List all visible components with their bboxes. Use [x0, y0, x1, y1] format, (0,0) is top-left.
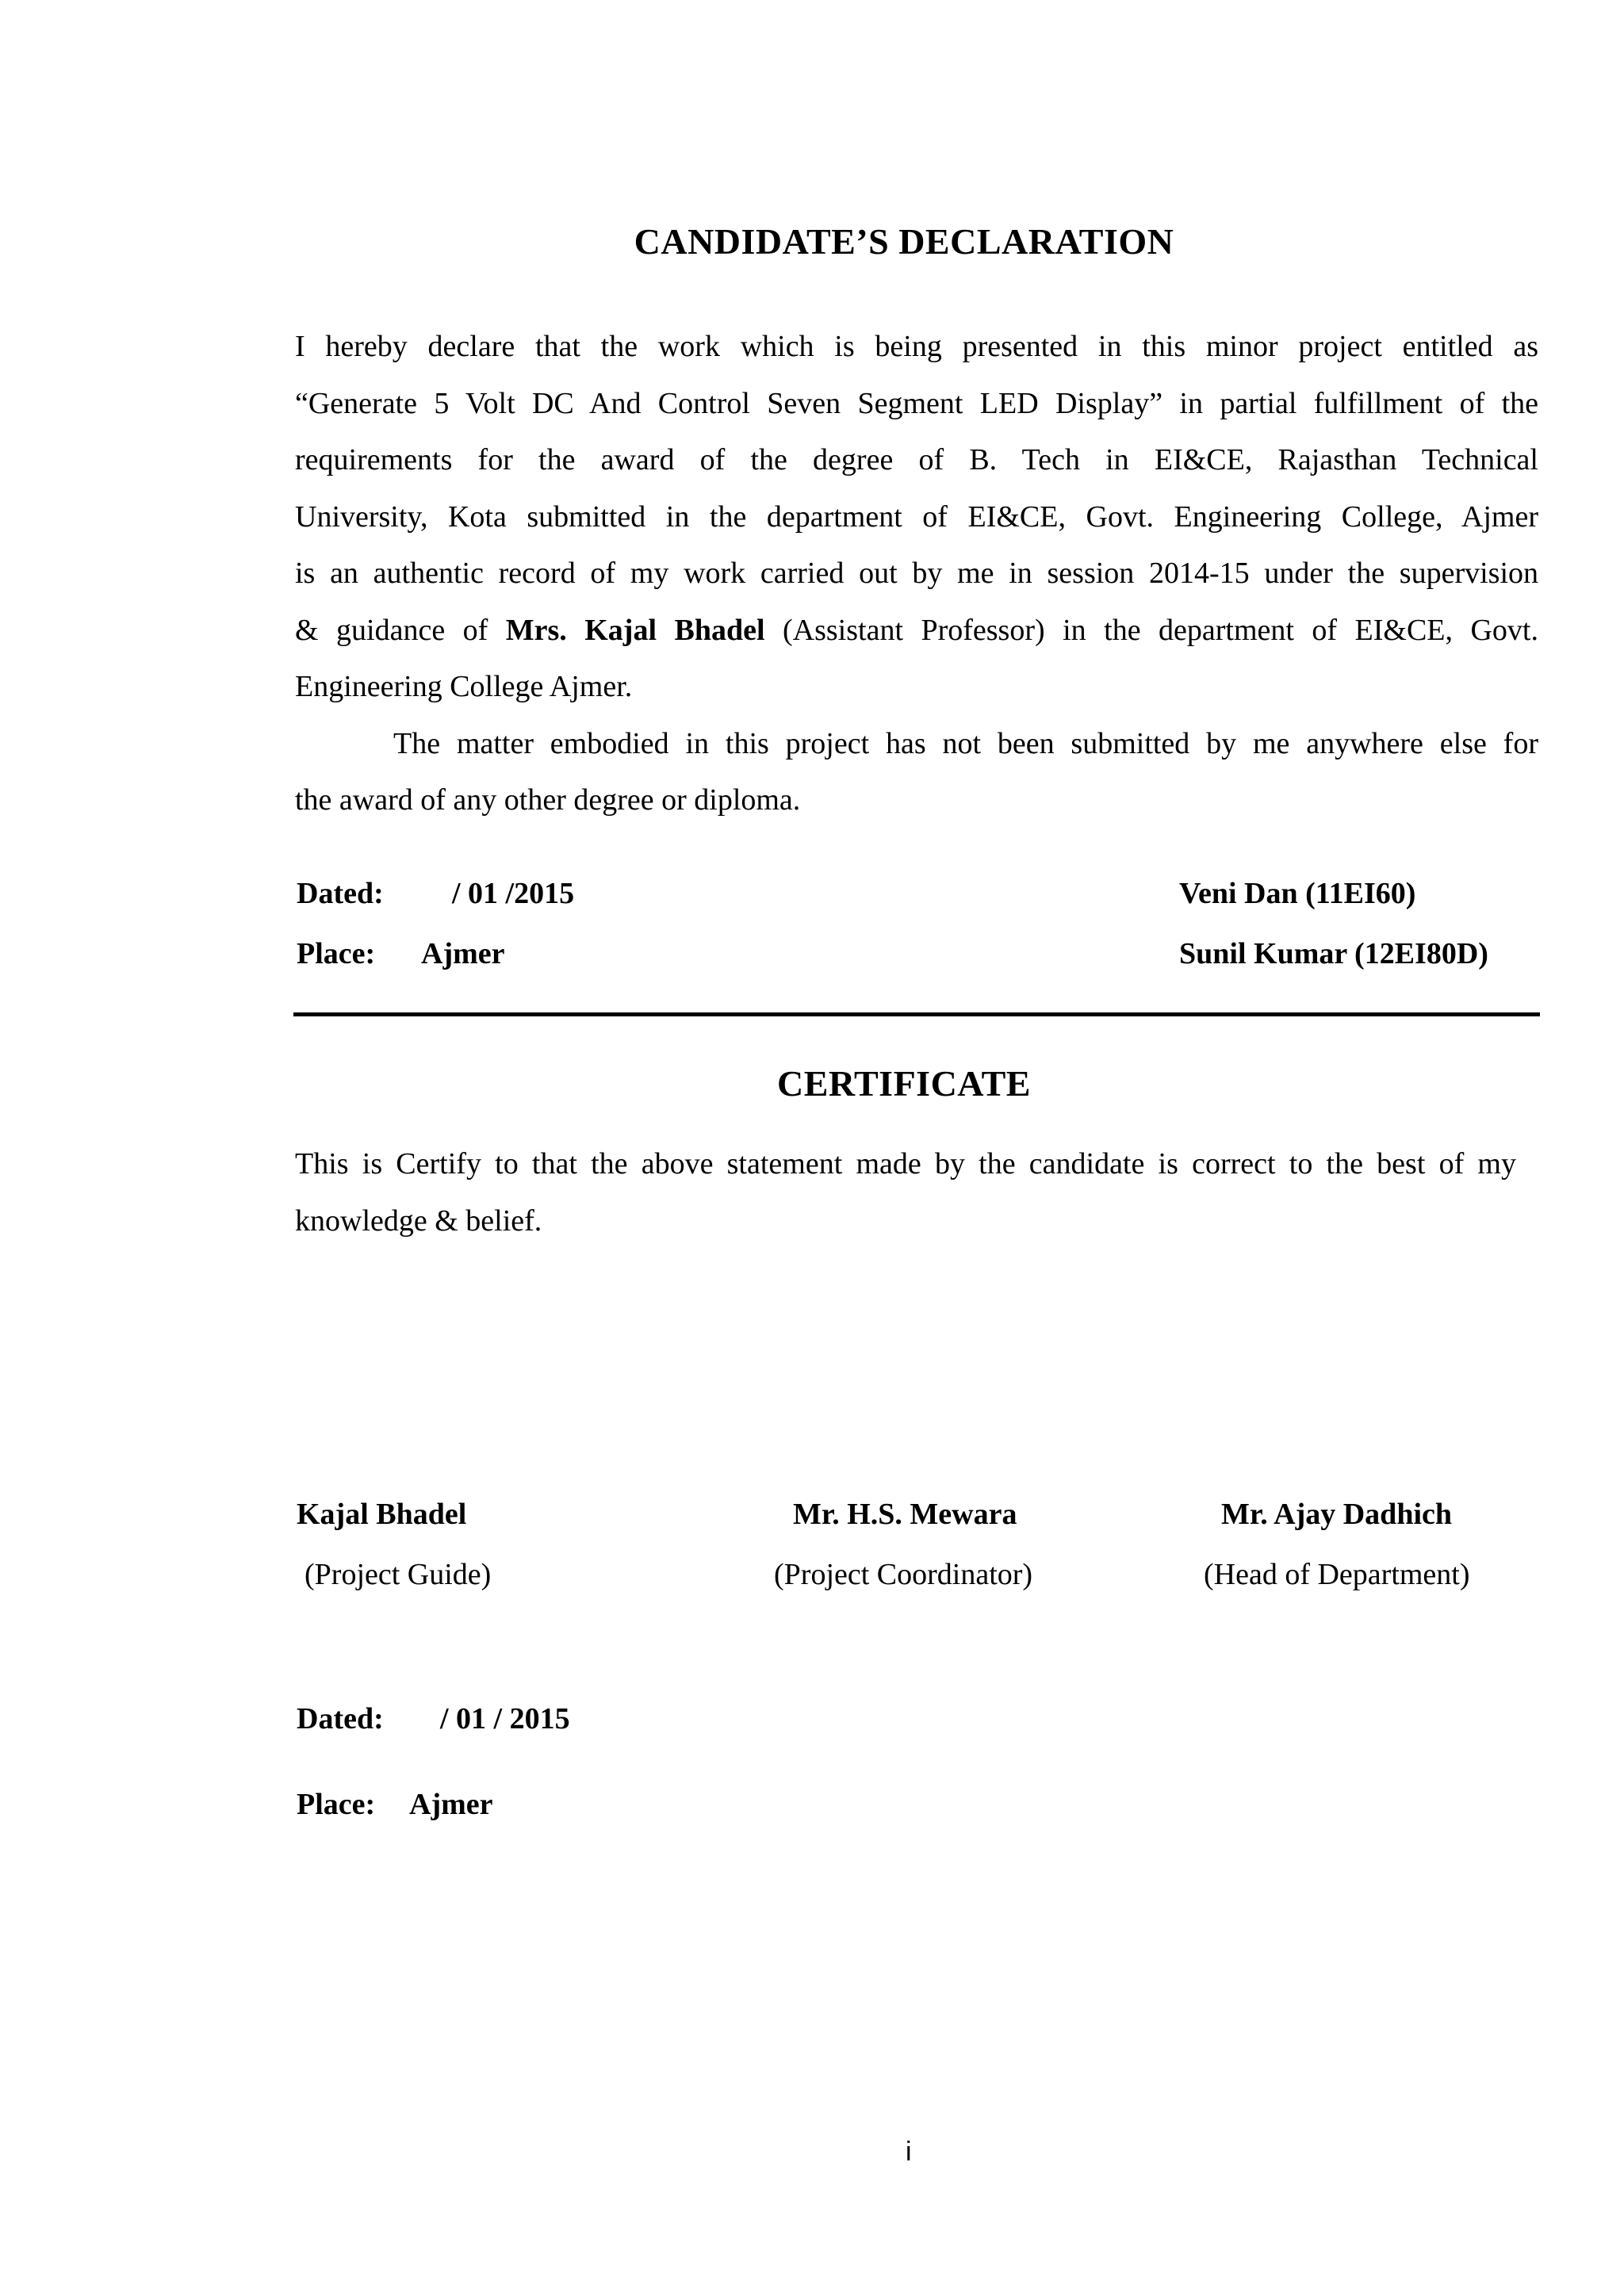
- declaration-para2-line-2: the award of any other degree or diploma.: [295, 783, 801, 817]
- certificate-place-value: Ajmer: [409, 1788, 493, 1821]
- declaration-dated-value: / 01 /2015: [452, 877, 575, 910]
- signatory-2-name: Mr. H.S. Mewara: [793, 1498, 1017, 1531]
- signatory-1-name: Kajal Bhadel: [297, 1498, 467, 1531]
- declaration-place-value: Ajmer: [421, 937, 505, 970]
- section-divider: [293, 1012, 1540, 1016]
- declaration-line-4: University, Kota submitted in the department of EI&CE, Govt. Engineering College, Ajmer: [295, 499, 1538, 534]
- page-number: i: [906, 2137, 912, 2167]
- certificate-dated-label: Dated:: [297, 1702, 384, 1735]
- certificate-line-1: This is Certify to that the above statement made by the candidate is correct to the best of my: [295, 1147, 1516, 1181]
- certificate-paragraph: [295, 1136, 1516, 1249]
- declaration-title: CANDIDATE’S DECLARATION: [634, 221, 1174, 262]
- declaration-dated-label: Dated:: [297, 877, 384, 910]
- certificate-title: CERTIFICATE: [777, 1063, 1031, 1104]
- declaration-line-2: “Generate 5 Volt DC And Control Seven Segment LED Display” in partial fulfillment of the: [295, 386, 1538, 420]
- signatory-3-role: (Head of Department): [1204, 1558, 1470, 1591]
- declaration-line-5: is an authentic record of my work carried out by me in session 2014-15 under the supervision: [295, 557, 1538, 590]
- declaration-line-6-end: (Assistant Professor) in the department of EI&CE, Govt.: [764, 613, 1538, 647]
- signatory-1-role: (Project Guide): [304, 1558, 492, 1591]
- certificate-place-label: Place:: [297, 1788, 376, 1821]
- declaration-line-3: requirements for the award of the degree of B. Tech in EI&CE, Rajasthan Technical: [295, 443, 1538, 476]
- supervisor-name: Mrs. Kajal Bhadel: [505, 613, 765, 647]
- declaration-line-6: [295, 603, 1538, 660]
- declaration-line-7: Engineering College Ajmer.: [295, 670, 633, 703]
- declaration-para2-line-1: The matter embodied in this project has not been submitted by me anywhere else for: [393, 726, 1538, 760]
- declaration-line-1: I hereby declare that the work which is being presented in this minor project entitled as: [295, 330, 1538, 363]
- declaration-paragraph: [295, 319, 1538, 829]
- declaration-line-6-start: & guidance of: [295, 613, 506, 647]
- declaration-place-label: Place:: [297, 937, 376, 970]
- candidate-1-name: Veni Dan (11EI60): [1179, 877, 1416, 910]
- signatory-2-role: (Project Coordinator): [774, 1558, 1033, 1591]
- certificate-dated-value: / 01 / 2015: [440, 1702, 570, 1735]
- certificate-line-2: knowledge & belief.: [295, 1203, 542, 1238]
- signatory-3-name: Mr. Ajay Dadhich: [1221, 1498, 1453, 1531]
- candidate-2-name: Sunil Kumar (12EI80D): [1179, 937, 1488, 970]
